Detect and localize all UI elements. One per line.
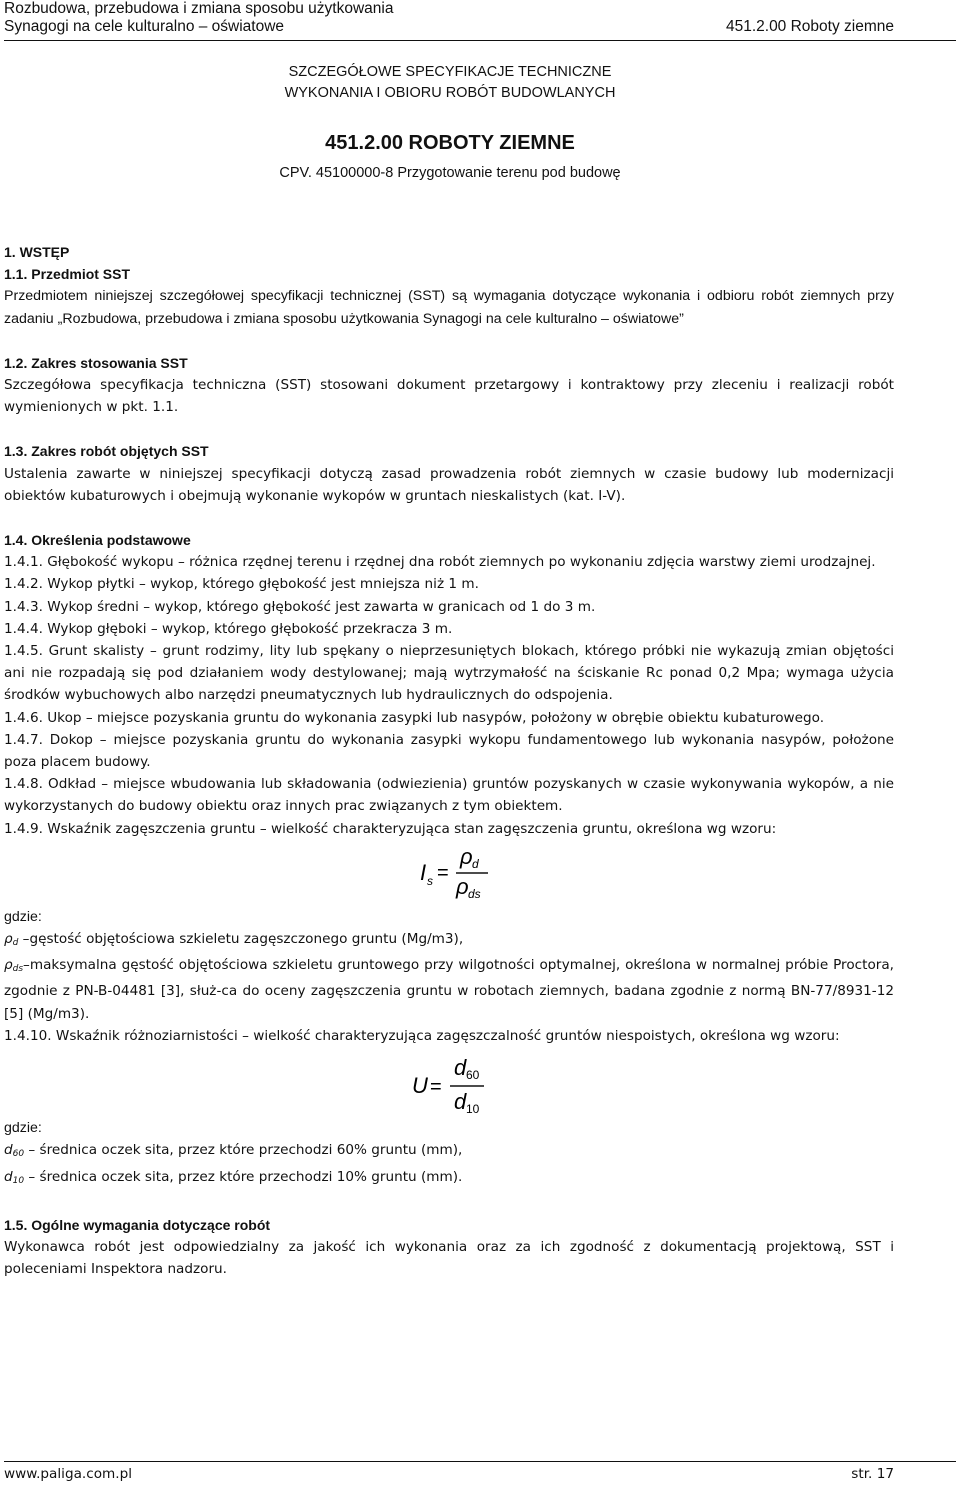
footer-url-link[interactable]: www.paliga.com.pl — [4, 1466, 132, 1482]
where-label: gdzie: — [4, 1120, 42, 1137]
symbol-pd: ρ — [4, 931, 13, 948]
symbol-pds: ρ — [4, 957, 13, 974]
definition-d60-text: – średnica oczek sita, przez które przechodzi 60% gruntu (mm), — [24, 1142, 463, 1159]
formula-is-num-sub: d — [472, 856, 479, 871]
formula-is-num: ρ — [460, 843, 473, 869]
formula-is-lhs: I — [420, 859, 427, 885]
symbol-d10: d — [4, 1168, 13, 1185]
footer-divider — [4, 1461, 956, 1462]
definition-item: 1.4.8. Odkład – miejsce wbudowania lub składowania (odwiezienia) gruntów pozyskanych w czasie wykonywania wykopów, a nie wykorzystanych do budowy obiektu oraz innych prac związanych z tym obiektem. — [4, 776, 894, 815]
formula-u-lhs: U — [412, 1073, 428, 1099]
definition-pds — [4, 954, 894, 1025]
section-heading-1-4: 1.4. Określenia podstawowe — [4, 532, 191, 549]
symbol-pds-sub: ds — [12, 964, 24, 975]
definition-pds-text: –maksymalna gęstość objętościowa szkieletu gruntowego przy wilgotności optymalnej, określona w normalnej próbie Proctora, zgodnie z PN-B-04481 [3], służ-ca do oceny zagęszczenia gruntu w robotach ziemnych, badana zgodnie z normą BN-77/8931-12 [5] (Mg/m3). — [4, 957, 894, 1022]
symbol-pd-sub: d — [12, 938, 19, 949]
section-heading-1-1: 1.1. Przedmiot SST — [4, 266, 131, 283]
definition-item: 1.4.1. Głębokość wykopu – różnica rzędnej terenu i rzędnej dna robót ziemnych po wykonaniu zdjęcia warstwy ziemi urodzajnej. — [4, 554, 876, 571]
spec-title-line2: WYKONANIA I OBIORU ROBÓT BUDOWLANYCH — [284, 85, 616, 101]
compaction-index-formula — [4, 840, 894, 906]
header-divider — [4, 40, 956, 41]
document-title: 451.2.00 ROBOTY ZIEMNE — [325, 132, 575, 154]
formula-is-den-sub: ds — [468, 886, 481, 901]
section-heading-1-2: 1.2. Zakres stosowania SST — [4, 354, 188, 371]
uniformity-formula — [4, 1047, 894, 1117]
definition-item: 1.4.5. Grunt skalisty – grunt rodzimy, lity lub spękany o nieprzesuniętych blokach, którego próbki nie wykazują zmian objętości ani nie rozpadają się pod działaniem wody destylowanej; mają wytrzymałość na ściskanie Rc ponad 0,2 Mpa; wymaga użycia środków wybuchowych albo narzędzi pneumatycznych lub hydraulicznych do odspojenia. — [4, 643, 894, 704]
definition-item: 1.4.3. Wykop średni – wykop, którego głębokość jest zawarta w granicach od 1 do 3 m. — [4, 598, 596, 615]
formula-u-num: d — [454, 1055, 467, 1081]
section-heading-1-5: 1.5. Ogólne wymagania dotyczące robót — [4, 1216, 271, 1233]
section-text-1-3: Ustalenia zawarte w niniejszej specyfikacji dotyczą zasad prowadzenia robót ziemnych w czasie budowy lub modernizacji obiektów kubaturowych i obejmują wykonanie wykopów w gruntach nieskalistych (kat. I-V). — [4, 465, 894, 504]
document-body — [4, 241, 894, 1280]
formula-u-den-sub: 10 — [466, 1102, 480, 1117]
definition-d10 — [4, 1166, 894, 1192]
formula-u-den: d — [454, 1089, 467, 1115]
definition-d10-text: – średnica oczek sita, przez które przechodzi 10% gruntu (mm). — [24, 1168, 463, 1185]
formula-u-graphic — [408, 1053, 528, 1123]
symbol-d60-sub: 60 — [12, 1149, 25, 1160]
where-label: gdzie: — [4, 908, 42, 925]
formula-u-eq: = — [430, 1076, 442, 1099]
section-text-1-2: Szczegółowa specyfikacja techniczna (SST) stosowani dokument przetargowy i kontraktowy przy zleceniu i realizacji robót wymienionych w pkt. 1.1. — [4, 377, 894, 416]
page-number: str. 17 — [851, 1466, 894, 1482]
definition-item: 1.4.2. Wykop płytki – wykop, którego głębokość jest mniejsza niż 1 m. — [4, 576, 479, 593]
section-heading-1-3: 1.3. Zakres robót objętych SST — [4, 443, 209, 460]
symbol-d10-sub: 10 — [12, 1175, 25, 1186]
section-heading-1: 1. WSTĘP — [4, 244, 70, 260]
section-text-1-1: Przedmiotem niniejszej szczegółowej specyfikacji technicznej (SST) są wymagania dotyczące wykonania i odbioru robót ziemnych przy zadaniu „Rozbudowa, przebudowa i zmiana sposobu użytkowania Synagogi na cele kulturalno – oświatowe” — [4, 288, 894, 327]
formula-is-eq: = — [437, 861, 449, 884]
header-project-line1: Rozbudowa, przebudowa i zmiana sposobu użytkowania — [4, 0, 394, 17]
header-section-code: 451.2.00 Roboty ziemne — [725, 18, 894, 35]
definition-item: 1.4.4. Wykop głęboki – wykop, którego głębokość przekracza 3 m. — [4, 620, 453, 637]
definition-pd-text: –gęstość objętościowa szkieletu zagęszczonego gruntu (Mg/m3), — [18, 931, 464, 948]
definition-item: 1.4.9. Wskaźnik zagęszczenia gruntu – wielkość charakteryzująca stan zagęszczenia gruntu, określona wg wzoru: — [4, 820, 777, 837]
formula-is-den: ρ — [456, 873, 469, 899]
definition-item: 1.4.7. Dokop – miejsce pozyskania gruntu do wykonania zasypki wykopu fundamentowego lub wykonania nasypów, położone poza placem budowy. — [4, 731, 894, 771]
cpv-code: CPV. 45100000-8 Przygotowanie terenu pod budowę — [279, 165, 621, 181]
section-text-1-5: Wykonawca robót jest odpowiedzialny za jakość ich wykonania oraz za ich zgodność z dokumentacją projektową, SST i poleceniami Inspektora nadzoru. — [4, 1238, 894, 1278]
spec-title — [0, 62, 900, 104]
formula-is-lhs-sub: s — [427, 873, 433, 888]
header-project-line2: Synagogi na cele kulturalno – oświatowe — [4, 18, 285, 35]
definition-item: 1.4.6. Ukop – miejsce pozyskania gruntu do wykonania zasypki lub nasypów, położony w obrębie obiektu kubaturowego. — [4, 709, 825, 726]
definition-item: 1.4.10. Wskaźnik różnoziarnistości – wielkość charakteryzująca zagęszczalność gruntów niespoistych, określona wg wzoru: — [4, 1027, 840, 1044]
spec-title-line1: SZCZEGÓŁOWE SPECYFIKACJE TECHNICZNE — [288, 64, 612, 80]
definition-d60 — [4, 1139, 894, 1165]
definition-pd — [4, 928, 894, 954]
formula-u-num-sub: 60 — [466, 1068, 480, 1083]
formula-is-graphic — [412, 842, 532, 908]
symbol-d60: d — [4, 1142, 13, 1159]
